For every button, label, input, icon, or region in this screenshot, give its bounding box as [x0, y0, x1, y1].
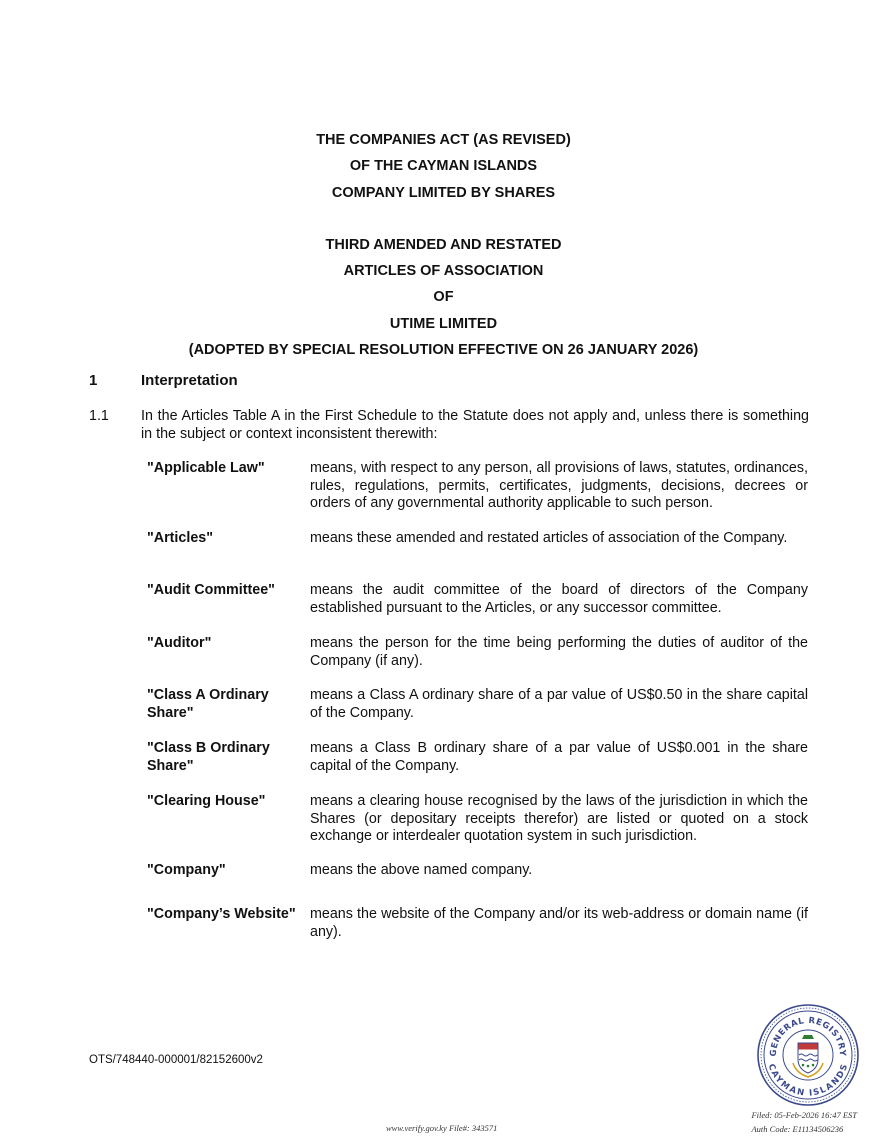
seal-top-text: GENERAL REGISTRY [768, 1015, 848, 1057]
definition-meaning: means a Class A ordinary share of a par value of US$0.50 in the share capital of the Company. [310, 687, 808, 721]
document-title-block [0, 127, 887, 363]
definition-item [147, 740, 808, 775]
definition-item [147, 687, 808, 722]
title-line: OF THE CAYMAN ISLANDS [349, 158, 538, 175]
definition-item [147, 862, 808, 880]
verify-link: www.verify.gov.ky File#: 343571 [386, 1123, 498, 1133]
title-line: COMPANY LIMITED BY SHARES [331, 184, 556, 201]
clause-text: In the Articles Table A in the First Schedule to the Statute does not apply and, unless there is something in the subject or context inconsistent therewith: [141, 408, 809, 442]
definition-item [147, 793, 808, 846]
auth-code: Auth Code: E11134506236 [751, 1124, 844, 1134]
seal-bottom-text: CAYMAN ISLANDS [765, 1062, 851, 1099]
title-line: OF [433, 289, 454, 306]
definition-term: "Company" [147, 862, 226, 878]
definition-item [147, 460, 808, 513]
filed-date: Filed: 05-Feb-2026 16:47 EST [751, 1110, 857, 1120]
section-heading [89, 372, 238, 389]
general-registry-seal-icon [756, 1003, 860, 1107]
title-line: THIRD AMENDED AND RESTATED [325, 236, 562, 253]
definition-item [147, 635, 808, 670]
filing-stamp [751, 1108, 857, 1136]
definition-term: "Class A Ordinary Share" [147, 687, 269, 721]
definition-term: "Auditor" [147, 635, 212, 651]
document-reference: OTS/748440-000001/82152600v2 [89, 1054, 263, 1066]
clause-1-1 [89, 408, 809, 443]
section-number: 1 [89, 372, 98, 389]
definition-term: "Clearing House" [147, 793, 266, 809]
definition-term: "Company’s Website" [147, 906, 296, 922]
section-title: Interpretation [141, 372, 238, 389]
adoption-note: (ADOPTED BY SPECIAL RESOLUTION EFFECTIVE ON 26 JANUARY 2026) [188, 342, 699, 359]
title-line: ARTICLES OF ASSOCIATION [343, 263, 544, 280]
definition-term: "Class B Ordinary Share" [147, 740, 270, 774]
definition-item [147, 906, 808, 941]
definition-meaning: means the website of the Company and/or its web-address or domain name (if any). [310, 906, 808, 940]
definition-meaning: means, with respect to any person, all provisions of laws, statutes, ordinances, rules, regulations, permits, certificates, judgments, decisions, decrees or orders of any governmental authority applicable to such person. [310, 460, 808, 511]
definition-term: "Audit Committee" [147, 582, 275, 598]
definition-meaning: means the audit committee of the board of directors of the Company established pursuant to the Articles, or any successor committee. [310, 582, 808, 616]
definition-meaning: means the above named company. [310, 862, 533, 878]
company-name: UTIME LIMITED [389, 315, 498, 332]
definition-item [147, 582, 808, 617]
definition-meaning: means a clearing house recognised by the laws of the jurisdiction in which the Shares (or depositary receipts therefor) are listed or quoted on a stock exchange or interdealer quotation system in such jurisdiction. [310, 793, 808, 844]
definition-meaning: means these amended and restated articles of association of the Company. [310, 530, 788, 546]
definition-meaning: means a Class B ordinary share of a par value of US$0.001 in the share capital of the Company. [310, 740, 808, 774]
definition-item [147, 530, 808, 548]
title-line: THE COMPANIES ACT (AS REVISED) [316, 132, 571, 148]
definition-term: "Articles" [147, 530, 214, 546]
clause-number: 1.1 [89, 408, 109, 424]
definition-term: "Applicable Law" [147, 460, 265, 476]
definition-meaning: means the person for the time being performing the duties of auditor of the Company (if any). [310, 635, 808, 669]
